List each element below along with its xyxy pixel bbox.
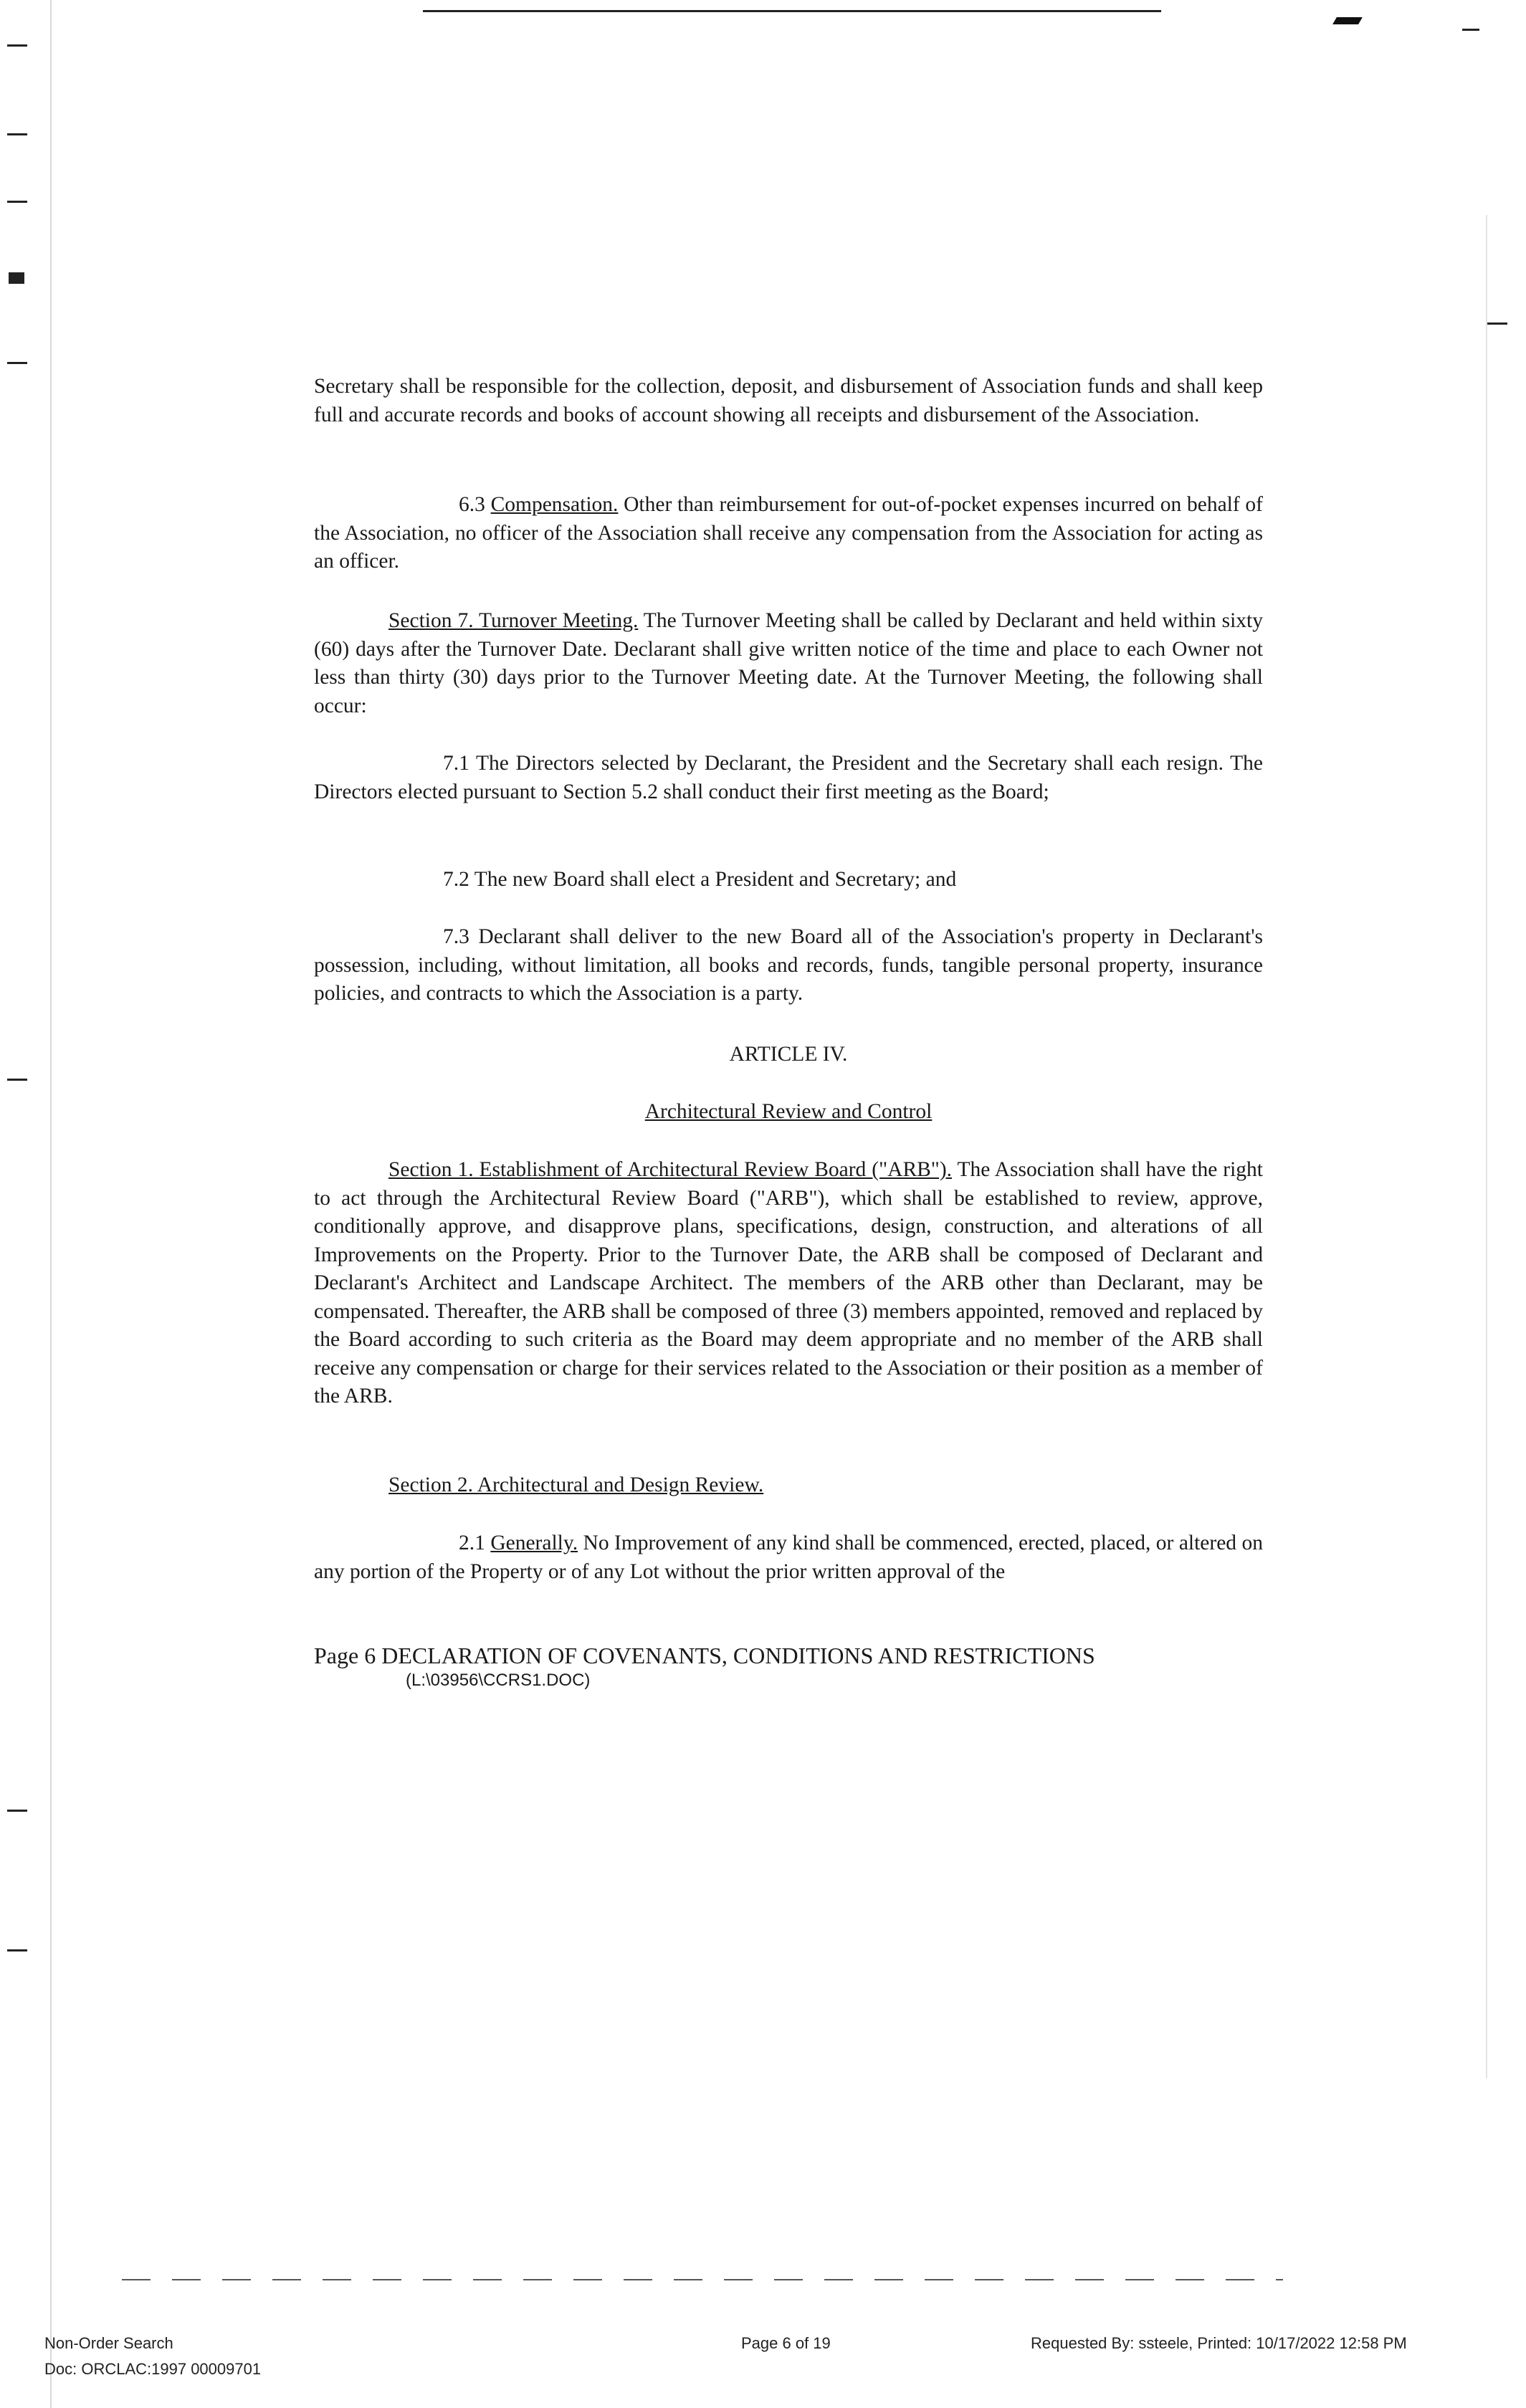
footer-document-title [314, 1642, 1095, 1669]
section-number: 6.3 [459, 493, 485, 516]
section-2-1-generally [314, 1529, 1263, 1586]
section-text: The Association shall have the right to act through the Architectural Review Board ("ARB"), which shall be established to review, approve, conditionally approve, and disapprove plans, specifications, design, construction, and alterations of all Improvements on the Property. Prior to the Turnover Date, the ARB shall be composed of Declarant and Declarant's Architect and Landscape Architect. The members of the ARB other than Declarant, may be compensated. Thereafter, the ARB shall be composed of three (3) members appointed, removed and replaced by the Board according to such criteria as the Board may deem appropriate and no member of the ARB shall receive any compensation or charge for their services related to the Association or their position as a member of the ARB. [314, 1158, 1263, 1408]
scan-corner-mark [1332, 17, 1363, 24]
item-7-2: 7.2 The new Board shall elect a President and Secretary; and [443, 868, 957, 891]
article-subtitle-text: Architectural Review and Control [644, 1100, 933, 1123]
item-7-1: 7.1 The Directors selected by Declarant, the President and the Secretary shall each resign. The Directors elected pursuant to Section 5.2 shall conduct their first meeting as the Board; [314, 752, 1263, 803]
requested-by-label: Requested By: ssteele, Printed: 10/17/2022 12:58 PM [1031, 2334, 1407, 2352]
scan-margin-mark [1462, 29, 1479, 31]
document-id-label: Doc: ORCLAC:1997 00009701 [44, 2360, 262, 2378]
scan-margin-mark [7, 1949, 27, 1951]
section-2-heading [314, 1471, 1263, 1500]
scan-bottom-rule [122, 2279, 1283, 2280]
section-heading: Generally. [490, 1532, 578, 1554]
scan-margin-mark [7, 44, 27, 47]
scan-margin-mark [7, 1079, 27, 1081]
section-heading: Section 2. Architectural and Design Review. [388, 1473, 764, 1496]
scan-margin-mark [7, 362, 27, 364]
section-7-turnover-meeting [314, 607, 1263, 720]
footer-page-label: Page 6 [314, 1643, 376, 1668]
footer-title-text: DECLARATION OF COVENANTS, CONDITIONS AND RESTRICTIONS [381, 1643, 1095, 1668]
scan-left-edge [50, 0, 52, 2408]
section-text: Other than reimbursement for out-of-pocket expenses incurred on behalf of the Association, no officer of the Association shall receive any compensation from the Association for acting as an officer. [314, 493, 1263, 573]
search-type-label: Non-Order Search [44, 2334, 173, 2352]
section-6-3-compensation [314, 491, 1263, 576]
scan-margin-mark [1487, 322, 1507, 325]
scan-margin-mark [7, 133, 27, 135]
paragraph-secretary-duties: Secretary shall be responsible for the collection, deposit, and disbursement of Association funds and shall keep full and accurate records and books of account showing all receipts and disbursement of the Association. [314, 375, 1263, 426]
scan-right-edge [1486, 215, 1487, 2078]
section-text: The Turnover Meeting shall be called by Declarant and held within sixty (60) days after the Turnover Date. Declarant shall give written notice of the time and place to each Owner not less than thirty (30) days prior to the Turnover Meeting date. At the Turnover Meeting, the following shall occur: [314, 609, 1263, 717]
footer-file-reference: (L:\03956\CCRS1.DOC) [406, 1671, 591, 1690]
section-number: 2.1 [459, 1532, 485, 1554]
scan-margin-mark [9, 272, 24, 284]
page-count-label: Page 6 of 19 [741, 2334, 831, 2352]
scan-top-rule [423, 10, 1161, 12]
scan-margin-mark [7, 1810, 27, 1812]
scan-margin-mark [7, 201, 27, 203]
section-heading: Section 7. Turnover Meeting. [388, 609, 639, 632]
article-subtitle [314, 1098, 1263, 1127]
section-heading: Section 1. Establishment of Architectural Review Board ("ARB"). [388, 1158, 953, 1181]
section-1-establishment-arb [314, 1156, 1263, 1411]
section-heading: Compensation. [490, 493, 619, 516]
section-text: No Improvement of any kind shall be commenced, erected, placed, or altered on any portion of the Property or of any Lot without the prior written approval of the [314, 1532, 1263, 1583]
item-7-3: 7.3 Declarant shall deliver to the new Board all of the Association's property in Declarant's possession, including, without limitation, all books and records, funds, tangible personal property, insurance policies, and contracts to which the Association is a party. [314, 925, 1263, 1005]
article-title: ARTICLE IV. [729, 1043, 848, 1066]
